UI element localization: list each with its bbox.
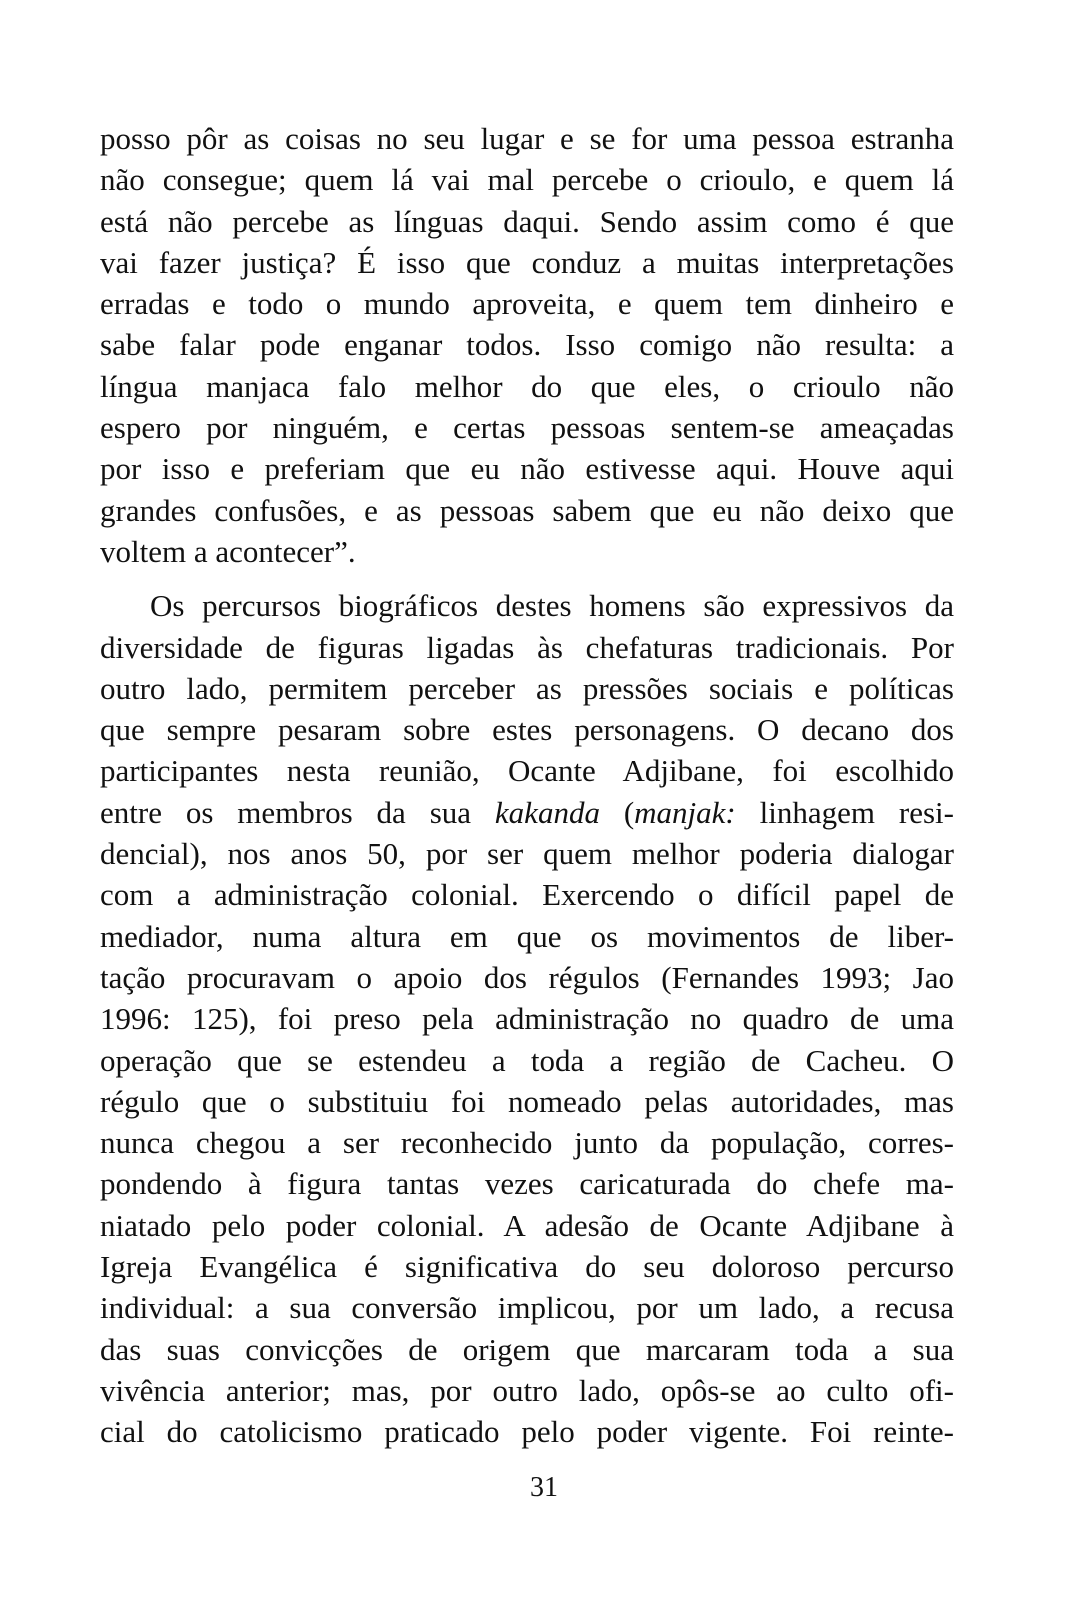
text-line: das suas convicções de origem que marcaram toda a sua — [100, 1331, 954, 1367]
text-line: pondendo à figura tantas vezes caricaturada do chefe ma- — [100, 1166, 954, 1202]
term-kakanda: kakanda — [494, 794, 600, 830]
text-line: sabe falar pode enganar todos. Isso comigo não resulta: a — [100, 327, 954, 363]
paragraph-gap — [100, 572, 954, 585]
text-line: grandes confusões, e as pessoas sabem que eu não deixo que — [100, 492, 954, 528]
term-manjak: manjak: — [634, 794, 736, 830]
text-line: participantes nesta reunião, Ocante Adjibane, foi escolhido — [100, 753, 954, 789]
text-line: 1996: 125), foi preso pela administração no quadro de uma — [100, 1001, 954, 1037]
page-body — [100, 118, 954, 1453]
text-line: niatado pelo poder colonial. A adesão de Ocante Adjibane à — [100, 1207, 954, 1243]
text-segment: entre os membros da sua — [100, 794, 495, 830]
text-line: com a administração colonial. Exercendo o difícil papel de — [100, 877, 954, 913]
text-line: outro lado, permitem perceber as pressões sociais e políticas — [100, 670, 954, 706]
text-segment: ( — [599, 794, 635, 830]
paragraph-quote-continuation — [100, 118, 954, 572]
text-segment: linhagem resi- — [735, 794, 954, 830]
text-line: Os percursos biográficos destes homens são expressivos da — [150, 588, 954, 624]
text-line-with-terms — [100, 792, 954, 833]
text-line: que sempre pesaram sobre estes personagens. O decano dos — [100, 712, 954, 748]
text-line: nunca chegou a ser reconhecido junto da população, corres- — [100, 1125, 954, 1161]
text-line: erradas e todo o mundo aproveita, e quem tem dinheiro e — [100, 286, 954, 322]
text-line: individual: a sua conversão implicou, por um lado, a recusa — [100, 1290, 954, 1326]
text-line: diversidade de figuras ligadas às chefaturas tradicionais. Por — [100, 629, 954, 665]
text-line: operação que se estendeu a toda a região de Cacheu. O — [100, 1042, 954, 1078]
text-line: Igreja Evangélica é significativa do seu doloroso percurso — [100, 1249, 954, 1285]
page-number: 31 — [530, 1472, 558, 1503]
text-line: dencial), nos anos 50, por ser quem melhor poderia dialogar — [100, 836, 954, 872]
text-line: cial do catolicismo praticado pelo poder vigente. Foi reinte- — [100, 1414, 954, 1450]
text-line: régulo que o substituiu foi nomeado pelas autoridades, mas — [100, 1083, 954, 1119]
text-line: tação procuravam o apoio dos régulos (Fernandes 1993; Jao — [100, 959, 954, 995]
text-line: vai fazer justiça? É isso que conduz a muitas interpretações — [100, 244, 954, 280]
text-line: voltem a acontecer”. — [100, 533, 356, 569]
text-line: língua manjaca falo melhor do que eles, o crioulo não — [100, 368, 954, 404]
text-line: posso pôr as coisas no seu lugar e se for uma pessoa estranha — [100, 121, 954, 156]
text-line: por isso e preferiam que eu não estivesse aqui. Houve aqui — [100, 451, 954, 487]
text-line: está não percebe as línguas daqui. Sendo assim como é que — [100, 203, 954, 239]
text-line: não consegue; quem lá vai mal percebe o crioulo, e quem lá — [100, 162, 954, 198]
paragraph-biographies — [100, 585, 954, 1452]
text-line: vivência anterior; mas, por outro lado, opôs-se ao culto ofi- — [100, 1372, 954, 1408]
text-line: mediador, numa altura em que os movimentos de liber- — [100, 918, 954, 954]
text-line: espero por ninguém, e certas pessoas sentem-se ameaçadas — [100, 410, 954, 446]
